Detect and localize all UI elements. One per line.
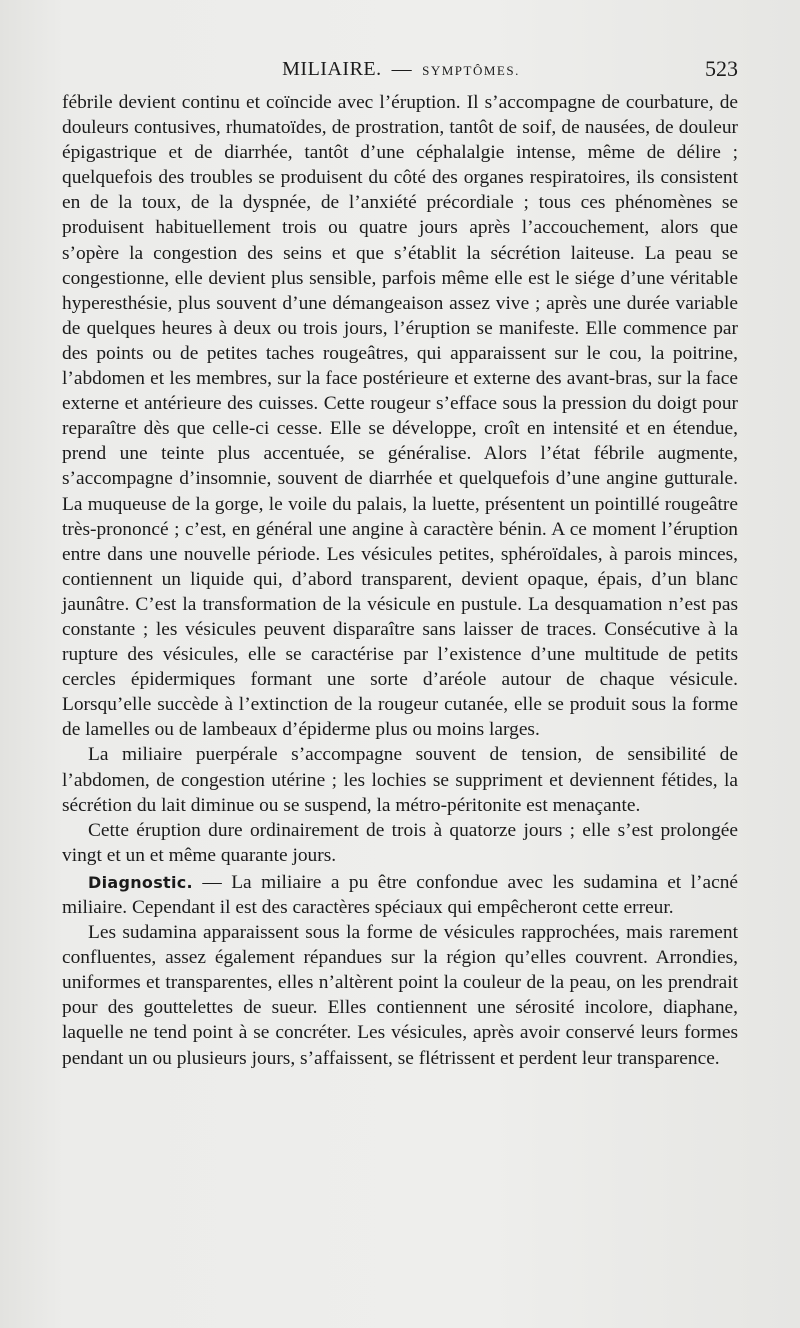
chapter-title: MILIAIRE.: [282, 58, 382, 80]
paragraph-sudamina: Les sudamina apparaissent sous la forme de vésicules rapprochées, mais rarement confluentes, assez également répandues sur la région qu’elles couvrent. Arrondies, uniformes et transparentes, elles n’altèrent point la couleur de la peau, on les prendrait pour des gouttelettes de sueur. Elles contiennent une sérosité incolore, diaphane, laquelle ne tend point à se concréter. Les vésicules, après avoir conservé leurs formes pendant un ou plusieurs jours, s’affaissent, se flétrissent et perdent leur transparence.: [62, 922, 738, 1069]
running-header: [64, 54, 738, 84]
diagnostic-heading: Diagnostic.: [88, 872, 193, 892]
diagnostic-text: — La miliaire a pu être confondue avec les sudamina et l’acné miliaire. Cependant il est des caractères spéciaux qui empêcheront cette erreur.: [62, 871, 738, 918]
paragraph-duration: Cette éruption dure ordinairement de trois à quatorze jours ; elle s’est prolongée vingt et un et même quarante jours.: [62, 819, 738, 866]
body-text: [62, 90, 738, 1071]
section-subtitle: SYMPTÔMES.: [422, 63, 520, 78]
title-dash: —: [391, 58, 413, 80]
paragraph-continued: fébrile devient continu et coïncide avec l’éruption. Il s’accompagne de courbature, de douleurs contusives, rhumatoïdes, de prostration, tantôt de soif, de nausées, de douleur épigastrique et de diarrhée, tantôt d’une céphalalgie intense, même de délire ; quelquefois des troubles se produisent du côté des organes respiratoires, ils consistent en de la toux, de la dyspnée, de l’anxiété précordiale ; tous ces phénomènes se produisent habituellement trois ou quatre jours après l’accouchement, alors que s’opère la congestion des seins et que s’établit la sécrétion laiteuse. La peau se congestionne, elle devient plus sensible, parfois même elle est le siége d’une véritable hyperesthésie, plus souvent d’une démangeaison assez vive ; après une durée variable de quelques heures à deux ou trois jours, l’éruption se manifeste. Elle commence par des points ou de petites taches rougeâtres, qui apparaissent sur le cou, la poitrine, l’abdomen et les membres, sur la face postérieure et externe des avant-bras, sur la face externe et antérieure des cuisses. Cette rougeur s’efface sous la pression du doigt pour reparaître dès que celle-ci cesse. Elle se développe, croît en intensité et en étendue, prend une teinte plus accentuée, se généralise. Alors l’état fébrile augmente, s’accompagne d’insomnie, souvent de diarrhée et quelquefois d’une angine gutturale. La muqueuse de la gorge, le voile du palais, la luette, présentent un pointillé rougeâtre très-prononcé ; c’est, en général une angine à caractère bénin. A ce moment l’éruption entre dans une nouvelle période. Les vésicules petites, sphéroïdales, à parois minces, contiennent un liquide qui, d’abord transparent, devient opaque, épais, d’un blanc jaunâtre. C’est la transformation de la vésicule en pustule. La desquamation n’est pas constante ; les vésicules peuvent disparaître sans laisser de traces. Consécutive à la rupture des vésicules, elle se caractérise par l’existence d’une multitude de petits cercles épidermiques formant une sorte d’aréole autour de chaque vésicule. Lorsqu’elle succède à l’extinction de la rougeur cutanée, elle se produit sous la forme de lamelles ou de lambeaux d’épiderme plus ou moins larges.: [62, 92, 738, 741]
running-title: [64, 58, 738, 81]
page-number: 523: [705, 56, 738, 81]
paragraph-puerperal: La miliaire puerpérale s’accompagne souvent de tension, de sensibilité de l’abdomen, de congestion utérine ; les lochies se suppriment et deviennent fétides, la sécrétion du lait diminue ou se suspend, la métro-péritonite est menaçante.: [62, 744, 738, 816]
paragraph-diagnostic: [62, 870, 738, 920]
